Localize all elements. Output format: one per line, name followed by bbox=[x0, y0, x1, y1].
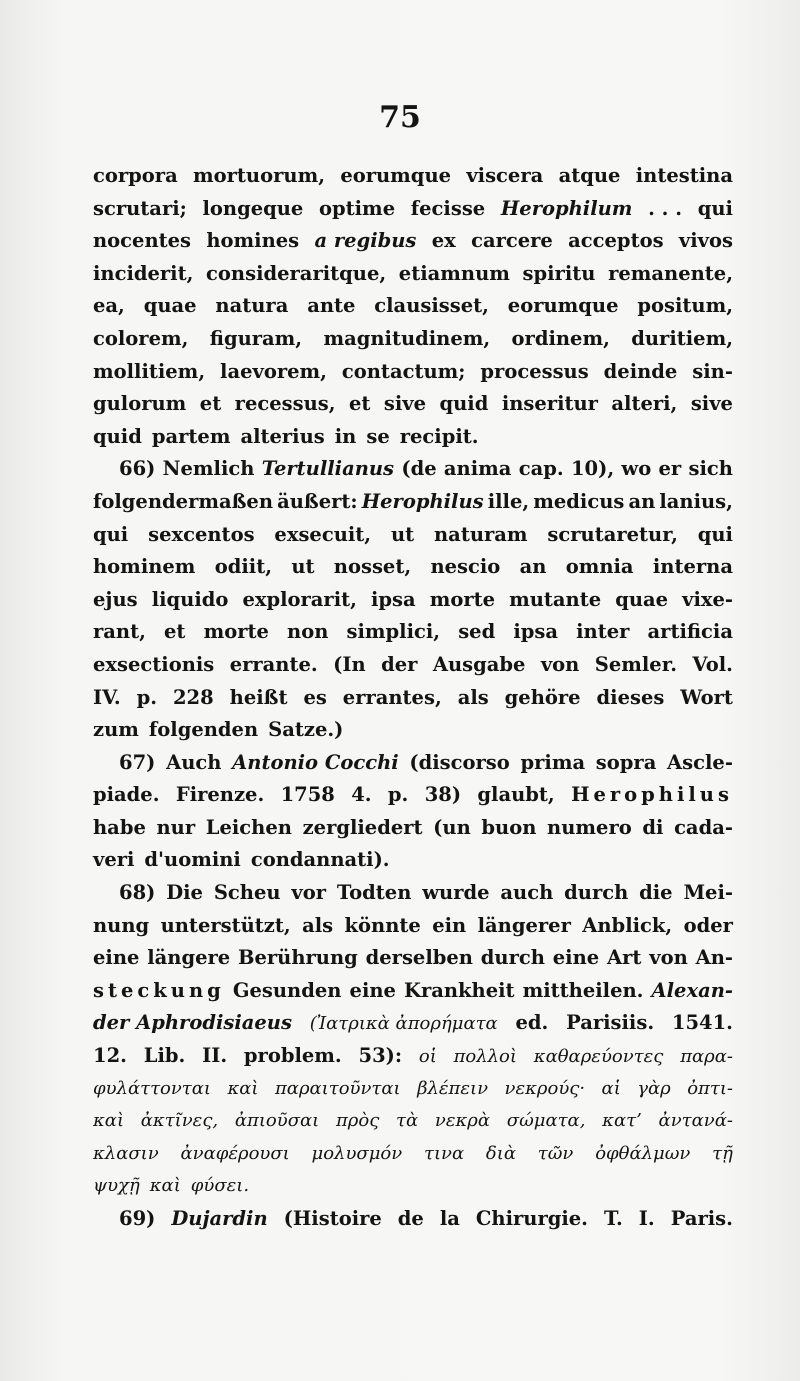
word: deinde bbox=[603, 359, 678, 383]
word: καὶ bbox=[149, 1175, 181, 1197]
word: consideraritque, bbox=[206, 261, 387, 285]
word: I. bbox=[638, 1207, 655, 1230]
word: nung bbox=[93, 913, 150, 937]
word: prima bbox=[520, 750, 586, 774]
word: der bbox=[381, 652, 418, 676]
word: (Histoire bbox=[283, 1207, 382, 1230]
word: an bbox=[628, 489, 656, 513]
text-line bbox=[93, 519, 733, 552]
word: Anblick, bbox=[582, 913, 673, 937]
word: könnte bbox=[344, 913, 421, 937]
word: laevorem, bbox=[220, 359, 327, 383]
word: wurde bbox=[422, 881, 490, 905]
word: φύσει. bbox=[190, 1175, 250, 1197]
word: glaubt, bbox=[477, 783, 555, 807]
word: γὰρ bbox=[637, 1077, 671, 1099]
word: an bbox=[519, 555, 547, 579]
text-line bbox=[93, 453, 733, 486]
word: Art bbox=[606, 946, 642, 970]
word: τὰ bbox=[396, 1110, 419, 1132]
word: processus bbox=[480, 359, 589, 383]
word: zergliedert bbox=[302, 815, 423, 839]
word: Todten bbox=[336, 881, 412, 905]
word: mortuorum, bbox=[193, 164, 325, 187]
word: qui bbox=[697, 196, 733, 220]
word: et bbox=[349, 392, 371, 416]
text-line bbox=[93, 1203, 733, 1236]
word: Krankheit bbox=[404, 978, 515, 1002]
word: heißt bbox=[229, 685, 288, 709]
word: eorumque bbox=[340, 164, 452, 187]
word: von bbox=[649, 946, 688, 970]
word: κλασιν bbox=[93, 1142, 159, 1164]
word: ipsa bbox=[513, 620, 558, 644]
word: vivos bbox=[678, 229, 733, 253]
word: κατ’ bbox=[602, 1110, 642, 1132]
word: mollitiem, bbox=[93, 359, 206, 383]
body-text bbox=[93, 160, 733, 1236]
word: a regibus bbox=[314, 229, 417, 253]
word: Chirurgie. bbox=[475, 1207, 588, 1230]
text-line bbox=[93, 682, 733, 715]
word: ὀφθάλμων bbox=[595, 1142, 691, 1164]
word: 1541. bbox=[671, 1011, 733, 1035]
word: contactum; bbox=[341, 359, 466, 383]
text-line bbox=[93, 193, 733, 226]
text-line bbox=[93, 225, 733, 258]
word: qui bbox=[697, 522, 733, 546]
word: ipsa bbox=[370, 587, 416, 611]
word: errantes, bbox=[342, 685, 442, 709]
text-line bbox=[93, 747, 733, 780]
text-line bbox=[93, 258, 733, 291]
word: rant, bbox=[93, 620, 146, 644]
word: Ausgabe bbox=[432, 652, 526, 676]
text-line bbox=[93, 910, 733, 943]
word: d'uomini bbox=[144, 848, 241, 872]
word: dieses bbox=[596, 685, 665, 709]
word: νεκρούς· bbox=[504, 1077, 586, 1099]
word: 4. bbox=[351, 783, 372, 807]
text-line bbox=[93, 714, 733, 747]
word: errante. bbox=[229, 652, 318, 676]
word: eorumque bbox=[507, 294, 619, 318]
word: τινα bbox=[423, 1142, 465, 1164]
word: di bbox=[642, 815, 664, 839]
word: 10), bbox=[570, 457, 615, 481]
word: la bbox=[439, 1207, 460, 1230]
word: omnia bbox=[565, 555, 634, 579]
word: 38) bbox=[424, 783, 462, 807]
word: p. bbox=[136, 685, 158, 709]
word: recessus, bbox=[234, 392, 336, 416]
word: αἱ bbox=[601, 1077, 621, 1099]
word: Leichen bbox=[205, 815, 292, 839]
word: πολλοὶ bbox=[453, 1046, 517, 1068]
word: παραιτοῦνται bbox=[274, 1077, 401, 1099]
word: πρὸς bbox=[335, 1110, 380, 1132]
text-line bbox=[93, 975, 733, 1008]
word: Ascle- bbox=[667, 750, 733, 774]
word: de bbox=[397, 1207, 424, 1230]
word: sed bbox=[458, 620, 496, 644]
word: nur bbox=[156, 815, 196, 839]
word: (de bbox=[401, 457, 437, 481]
word: clausisset, bbox=[374, 294, 489, 318]
word: explorarit, bbox=[242, 587, 357, 611]
word: es bbox=[303, 685, 327, 709]
word: Antonio Cocchi bbox=[232, 750, 399, 774]
word: IV. bbox=[93, 685, 121, 709]
word: Herophilus bbox=[361, 489, 484, 513]
word: steckung bbox=[93, 978, 225, 1002]
word: inseritur bbox=[501, 392, 598, 416]
text-line bbox=[93, 877, 733, 910]
word: artificia bbox=[647, 620, 733, 644]
word: nocentes bbox=[93, 229, 192, 253]
word: ut bbox=[390, 522, 415, 546]
word: ante bbox=[307, 294, 356, 318]
word: Scheu bbox=[213, 881, 281, 905]
text-line bbox=[93, 942, 733, 975]
text-line bbox=[93, 323, 733, 356]
text-line bbox=[93, 616, 733, 649]
word: sexcentos bbox=[148, 522, 255, 546]
word: gulorum bbox=[93, 392, 187, 416]
text-line bbox=[93, 388, 733, 421]
word: ut bbox=[291, 555, 315, 579]
word: Vol. bbox=[692, 652, 733, 676]
word: longeque bbox=[202, 196, 304, 220]
word: cap. bbox=[518, 457, 564, 481]
word: non bbox=[287, 620, 329, 644]
text-line bbox=[93, 551, 733, 584]
word: gehöre bbox=[504, 685, 581, 709]
word: fecisse bbox=[410, 196, 486, 220]
word: Alexan- bbox=[651, 978, 733, 1002]
word: nosset, bbox=[333, 555, 412, 579]
word: cada- bbox=[674, 815, 733, 839]
word: äußert: bbox=[277, 489, 358, 513]
word: etiamnum bbox=[398, 261, 510, 285]
word: veri bbox=[93, 848, 135, 872]
word: ἀπιοῦσαι bbox=[234, 1110, 320, 1132]
text-line bbox=[93, 812, 733, 845]
word: ψυχῇ bbox=[93, 1175, 140, 1197]
word: quid bbox=[93, 424, 142, 448]
word: colorem, bbox=[93, 326, 189, 350]
word: 228 bbox=[172, 685, 214, 709]
word: se bbox=[366, 424, 390, 448]
text-line bbox=[93, 1105, 733, 1138]
text-line bbox=[93, 1007, 733, 1040]
word: ea, bbox=[93, 294, 125, 318]
word: Tertullianus bbox=[261, 457, 395, 481]
word: magnitudinem, bbox=[323, 326, 491, 350]
text-line bbox=[93, 421, 733, 454]
word: Herophilus bbox=[571, 783, 733, 807]
word: er bbox=[658, 457, 682, 481]
word: liquido bbox=[151, 587, 229, 611]
word: τῇ bbox=[712, 1142, 733, 1164]
word: morte bbox=[429, 587, 496, 611]
word: sin- bbox=[692, 359, 733, 383]
word: als bbox=[457, 685, 489, 709]
word: et bbox=[199, 392, 222, 416]
word: interna bbox=[652, 555, 733, 579]
word: βλέπειν bbox=[417, 1077, 489, 1099]
word: lanius, bbox=[659, 489, 733, 513]
word: odiit, bbox=[214, 555, 273, 579]
word: p. bbox=[387, 783, 409, 807]
word: Gesunden bbox=[232, 978, 342, 1002]
word: condannati). bbox=[250, 848, 390, 872]
word: partem bbox=[151, 424, 231, 448]
word: Semler. bbox=[594, 652, 677, 676]
text-line bbox=[93, 649, 733, 682]
word: inciderit, bbox=[93, 261, 194, 285]
word: remanente, bbox=[608, 261, 733, 285]
word: folgendermaßen bbox=[93, 489, 274, 513]
word: durch bbox=[480, 946, 545, 970]
word: vor bbox=[291, 881, 327, 905]
word: derselben bbox=[365, 946, 473, 970]
word: mittheilen. bbox=[522, 978, 644, 1002]
word: ἀντανά- bbox=[658, 1110, 733, 1132]
word: T. bbox=[603, 1207, 623, 1230]
word: 1758 bbox=[280, 783, 335, 807]
word: Firenze. bbox=[175, 783, 265, 807]
word: als bbox=[302, 913, 334, 937]
word: ἀναφέρουσι bbox=[180, 1142, 290, 1164]
text-line bbox=[93, 1170, 733, 1203]
word: . . . bbox=[648, 196, 683, 220]
word: acceptos bbox=[568, 229, 664, 253]
word: habe bbox=[93, 815, 146, 839]
word: (un bbox=[433, 815, 471, 839]
word: spiritu bbox=[522, 261, 596, 285]
word: mutante bbox=[509, 587, 602, 611]
word: vixe- bbox=[682, 587, 733, 611]
word: καθαρεύοντες bbox=[533, 1046, 664, 1068]
text-line bbox=[93, 1040, 733, 1073]
word: sich bbox=[688, 457, 733, 481]
word: quid bbox=[439, 392, 489, 416]
word: duritiem, bbox=[631, 326, 733, 350]
word: ejus bbox=[93, 587, 138, 611]
word: folgenden bbox=[148, 718, 259, 742]
word: simplici, bbox=[346, 620, 441, 644]
word: et bbox=[164, 620, 186, 644]
word: intestina bbox=[635, 164, 733, 187]
word: nescio bbox=[430, 555, 501, 579]
word: eine bbox=[349, 978, 396, 1002]
word: hominem bbox=[93, 555, 196, 579]
word: alterius bbox=[240, 424, 325, 448]
word: τῶν bbox=[537, 1142, 574, 1164]
word: anima bbox=[443, 457, 512, 481]
word: zum bbox=[93, 718, 139, 742]
word: von bbox=[540, 652, 580, 676]
word: carcere bbox=[471, 229, 553, 253]
text-line bbox=[93, 290, 733, 323]
word: Herophilum bbox=[500, 196, 633, 220]
word: sive bbox=[383, 392, 427, 416]
word: in bbox=[334, 424, 357, 448]
word: sopra bbox=[595, 750, 657, 774]
word: 53): bbox=[358, 1044, 403, 1068]
word: numero bbox=[547, 815, 632, 839]
word: recipit. bbox=[399, 424, 479, 448]
word: παρα- bbox=[680, 1046, 733, 1068]
word: Parisiis. bbox=[566, 1011, 655, 1035]
word: μολυσμόν bbox=[311, 1142, 403, 1164]
word: 67) bbox=[119, 750, 156, 774]
word: scrutaretur, bbox=[547, 522, 678, 546]
word: medicus bbox=[533, 489, 625, 513]
word: Lib. bbox=[143, 1044, 186, 1068]
word: (discorso bbox=[409, 750, 510, 774]
word: corpora bbox=[93, 164, 178, 187]
word: ex bbox=[431, 229, 456, 253]
word: inter bbox=[576, 620, 630, 644]
word: homines bbox=[206, 229, 300, 253]
word: exsectionis bbox=[93, 652, 215, 676]
word: unterstützt, bbox=[160, 913, 291, 937]
word: Wort bbox=[680, 685, 733, 709]
word: naturam bbox=[434, 522, 528, 546]
word: ἀκτῖνες, bbox=[140, 1110, 219, 1132]
word: καὶ bbox=[93, 1110, 125, 1132]
word: längere bbox=[147, 946, 231, 970]
word: die bbox=[639, 881, 673, 905]
word: Die bbox=[166, 881, 203, 905]
word: quae bbox=[143, 294, 197, 318]
word: φυλάττονται bbox=[93, 1077, 211, 1099]
word: Berührung bbox=[238, 946, 358, 970]
word: 66) bbox=[119, 457, 156, 481]
word: 12. bbox=[93, 1044, 127, 1068]
text-line bbox=[93, 356, 733, 389]
text-line bbox=[93, 1073, 733, 1106]
word: 69) bbox=[119, 1207, 156, 1230]
text-line bbox=[93, 779, 733, 812]
word: alteri, bbox=[611, 392, 678, 416]
word: (Ἰατρικὰ ἀπορήματα bbox=[309, 1013, 498, 1035]
word: figuram, bbox=[209, 326, 303, 350]
word: durch bbox=[564, 881, 629, 905]
word: διὰ bbox=[485, 1142, 516, 1164]
word: sive bbox=[690, 392, 733, 416]
word: ordinem, bbox=[511, 326, 610, 350]
word: An- bbox=[695, 946, 733, 970]
text-line bbox=[93, 160, 733, 193]
word: οἱ bbox=[418, 1046, 437, 1068]
word: qui bbox=[93, 522, 129, 546]
word: eine bbox=[552, 946, 600, 970]
word: σώματα, bbox=[506, 1110, 586, 1132]
word: oder bbox=[683, 913, 733, 937]
word: καὶ bbox=[227, 1077, 259, 1099]
text-line bbox=[93, 1138, 733, 1171]
word: morte bbox=[203, 620, 269, 644]
word: Paris. bbox=[670, 1207, 733, 1230]
word: wo bbox=[621, 457, 652, 481]
text-line bbox=[93, 486, 733, 519]
word: scrutari; bbox=[93, 196, 187, 220]
word: der Aphrodisiaeus bbox=[93, 1011, 292, 1035]
word: 68) bbox=[119, 881, 156, 905]
word: problem. bbox=[243, 1044, 342, 1068]
word: quae bbox=[615, 587, 669, 611]
word: buon bbox=[481, 815, 537, 839]
word: piade. bbox=[93, 783, 160, 807]
word: längerer bbox=[477, 913, 571, 937]
page-number: 75 bbox=[379, 100, 421, 135]
text-line bbox=[93, 584, 733, 617]
word: (In bbox=[333, 652, 366, 676]
word: Dujardin bbox=[171, 1207, 268, 1230]
word: positum, bbox=[637, 294, 733, 318]
word: νεκρὰ bbox=[434, 1110, 491, 1132]
word: Nemlich bbox=[162, 457, 255, 481]
word: ein bbox=[432, 913, 467, 937]
word: exsecuit, bbox=[274, 522, 372, 546]
word: ille, bbox=[487, 489, 530, 513]
word: atque bbox=[558, 164, 621, 187]
text-line bbox=[93, 844, 733, 877]
word: optime bbox=[319, 196, 396, 220]
word: Mei- bbox=[683, 881, 733, 905]
word: Auch bbox=[166, 750, 222, 774]
word: viscera bbox=[466, 164, 544, 187]
word: ὀπτι- bbox=[687, 1077, 733, 1099]
word: Satze.) bbox=[268, 718, 344, 742]
word: ed. bbox=[515, 1011, 549, 1035]
word: II. bbox=[202, 1044, 228, 1068]
word: auch bbox=[500, 881, 554, 905]
word: natura bbox=[215, 294, 289, 318]
word: eine bbox=[93, 946, 140, 970]
